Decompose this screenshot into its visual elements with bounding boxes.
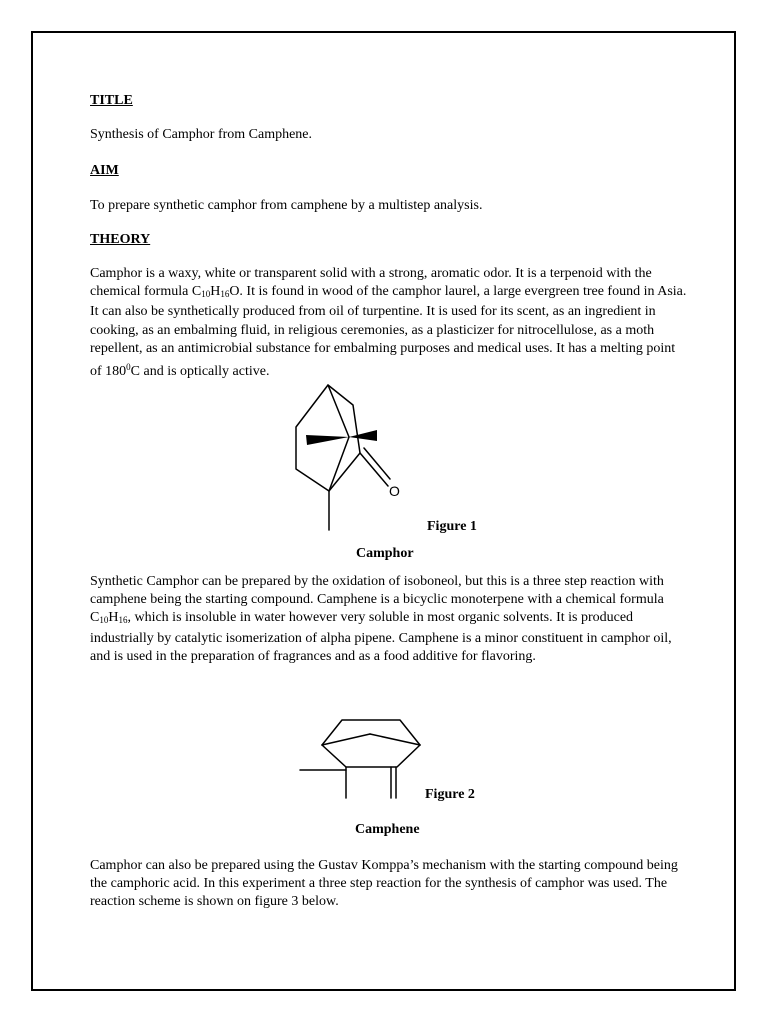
aim-heading: AIM: [90, 163, 119, 178]
camphene-structure-diagram: [290, 710, 430, 805]
theory-paragraph-1: Camphor is a waxy, white or transparent solid with a strong, aromatic odor. It is a terpenoid with the chemical formula $C_{10}H_{16}O$. It is found in wood of the camphor laurel, a large evergreen tree found in Asia. It can also be synthetically produced from oil of turpentine. It is used for its scent, as an ingredient in cooking, as an embalming fluid, in religious ceremonies, as a plasticizer for nitrocellulose, as a moth repellent, as an antimicrobial substance for embalming purposes and medical uses. It has a melting point of $180^0C$ and is optically active.: [90, 266, 687, 380]
figure-1-caption: Camphor: [356, 546, 414, 561]
figure-2-caption: Camphene: [355, 822, 420, 837]
title-text: Synthesis of Camphor from Camphene.: [90, 127, 313, 142]
aim-text: To prepare synthetic camphor from camphene by a multistep analysis.: [90, 198, 483, 213]
camphor-structure-diagram: [280, 375, 420, 535]
figure-1-label: Figure 1: [427, 519, 477, 534]
figure-2-label: Figure 2: [425, 787, 475, 802]
theory-heading: THEORY: [90, 232, 151, 247]
theory-paragraph-2: Synthetic Camphor can be prepared by the oxidation of isoboneol, but this is a three step reaction with camphene being the starting compound. Camphene is a bicyclic monoterpene with a chemical formula $C_{10}H_{16}$, which is insoluble in water however very soluble in most organic solvents. It is produced industrially by catalytic isomerization of alpha pipene. Camphene is a minor constituent in camphor oil, and is used in the preparation of fragrances and as a food additive for flavoring.: [90, 574, 672, 664]
theory-paragraph-3: Camphor can also be prepared using the Gustav Komppa’s mechanism with the starting compound being the camphoric acid. In this experiment a three step reaction for the synthesis of camphor was used. The reaction scheme is shown on figure 3 below.: [90, 858, 678, 910]
title-heading: TITLE: [90, 93, 133, 108]
oxygen-atom-label: O: [389, 483, 400, 499]
